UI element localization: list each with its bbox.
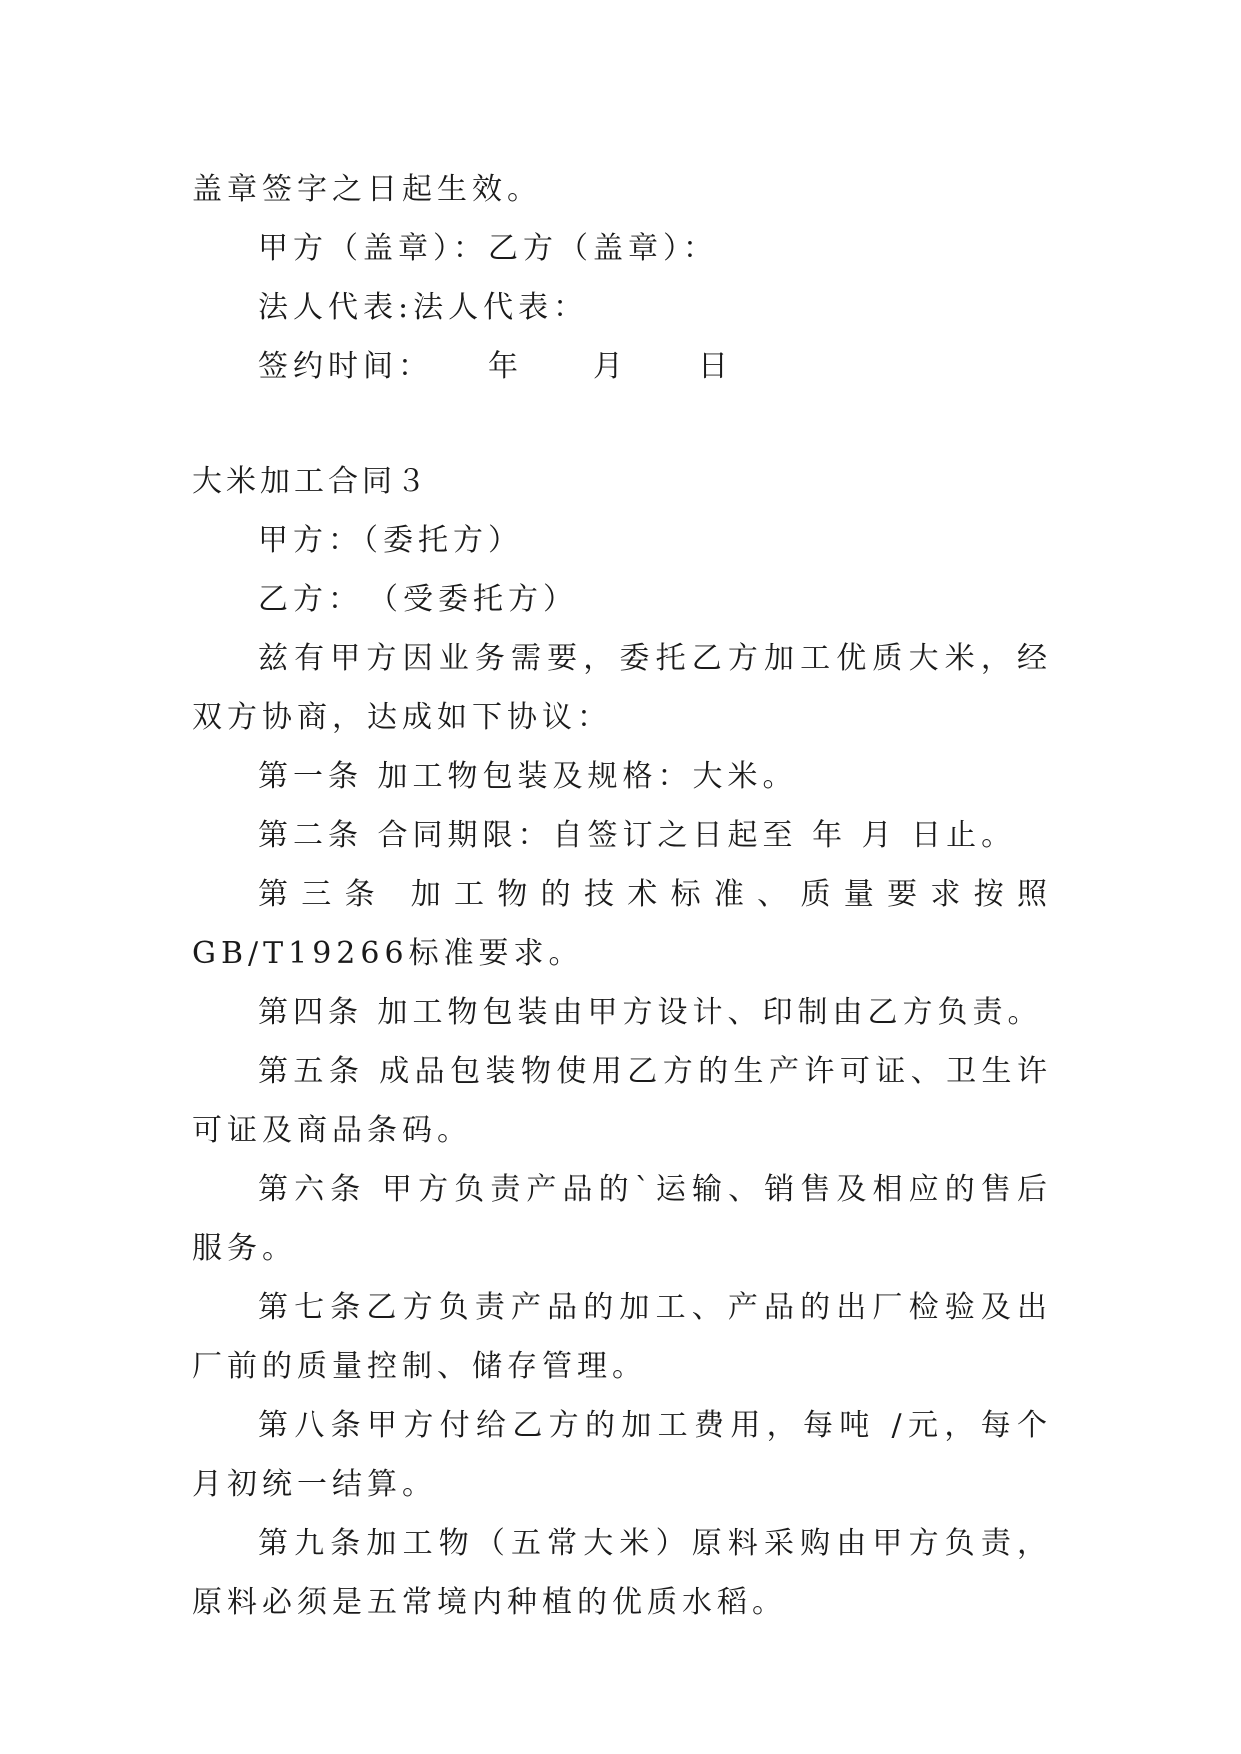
article-9: 第九条加工物（五常大米）原料采购由甲方负责，原料必须是五常境内种植的优质水稻。 — [192, 1526, 1052, 1620]
article-2: 第二条 合同期限：自签订之日起至 年 月 日止。 — [258, 818, 1017, 853]
party-seal-line: 甲方（盖章）：乙方（盖章）： — [258, 231, 718, 266]
article-1: 第一条 加工物包装及规格：大米。 — [258, 759, 798, 794]
party-b-line: 乙方： （受委托方） — [258, 582, 578, 617]
article-4: 第四条 加工物包装由甲方设计、印制由乙方负责。 — [258, 995, 1043, 1030]
article-3: 第三条 加工物的技术标准、质量要求按照GB/T19266标准要求。 — [192, 877, 1052, 971]
party-a-line: 甲方：（委托方） — [258, 523, 523, 558]
article-8: 第八条甲方付给乙方的加工费用，每吨 /元，每个月初统一结算。 — [192, 1408, 1052, 1502]
legal-representative-line: 法人代表:法人代表： — [258, 290, 589, 325]
contract-title: 大米加工合同３ — [192, 464, 430, 499]
article-7: 第七条乙方负责产品的加工、产品的出厂检验及出厂前的质量控制、储存管理。 — [192, 1290, 1052, 1384]
previous-contract-closing-line: 盖章签字之日起生效。 — [192, 172, 542, 207]
document-body — [192, 160, 1052, 1632]
section-spacer — [192, 396, 1052, 452]
signing-date-line: 签约时间： 年 月 日 — [258, 349, 733, 384]
contract-intro-paragraph: 兹有甲方因业务需要，委托乙方加工优质大米，经双方协商，达成如下协议： — [192, 641, 1052, 735]
article-6: 第六条 甲方负责产品的`运输、销售及相应的售后服务。 — [192, 1172, 1052, 1266]
article-5: 第五条 成品包装物使用乙方的生产许可证、卫生许可证及商品条码。 — [192, 1054, 1052, 1148]
